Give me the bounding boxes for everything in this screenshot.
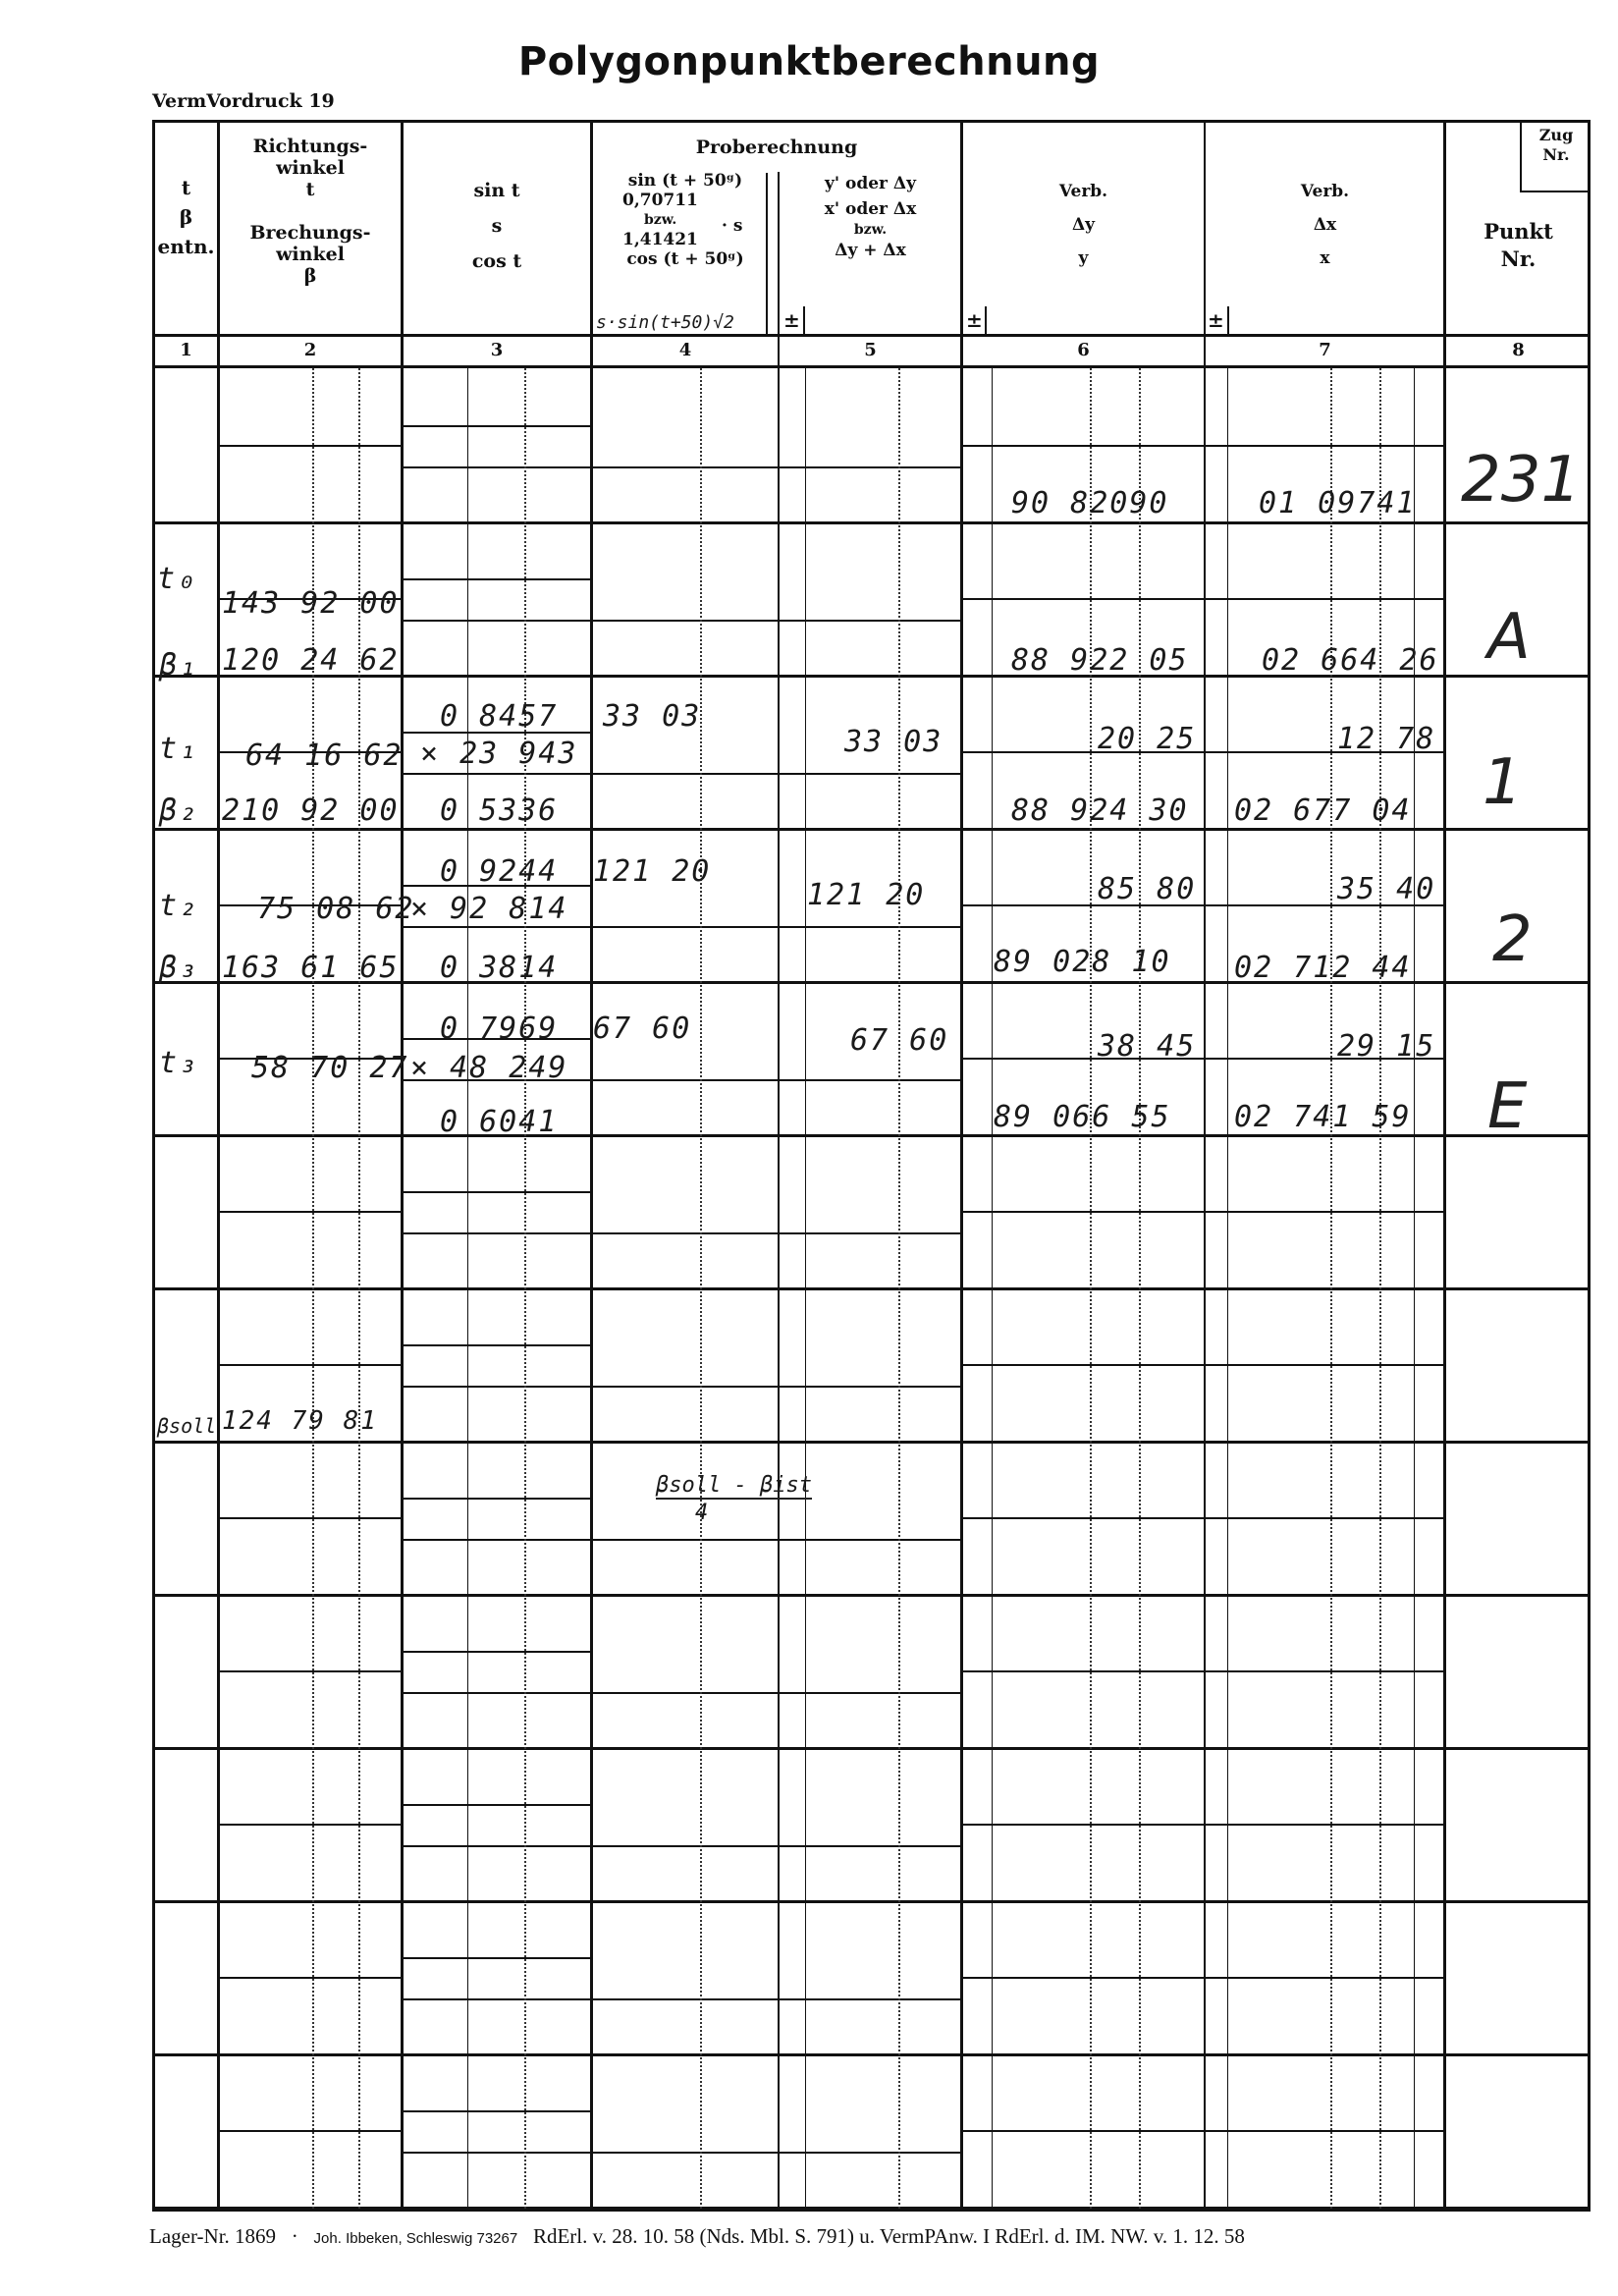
plus-minus-mark: ± [966,308,983,332]
cell-rule [960,598,1204,600]
col2-header-line: Richtungs- [252,136,368,157]
cell-rule [1204,1517,1443,1519]
row3-probe: 121 20 [593,854,712,889]
cell-rule [401,578,590,580]
cell-rule [401,466,590,468]
cell-rule [217,2130,401,2132]
cell-rule [590,2152,778,2154]
row3-beta-label: β₃ [159,951,199,985]
cell-rule [960,1211,1204,1213]
col7-header-line: Δx [1313,215,1337,235]
row-separator [152,1134,1591,1137]
col-number: 7 [1319,340,1331,360]
pm-tick [985,306,987,334]
plus-minus-mark: ± [783,308,800,332]
row2-beta-label: β₂ [159,793,199,828]
col5-header-line: Δy + Δx [835,241,906,260]
row2-verb-dx: 12 78 [1337,722,1436,756]
beta-soll-label: βsoll [157,1414,217,1438]
col2-header [220,136,401,287]
cell-rule [401,1232,590,1234]
header-rule [152,365,1591,368]
col5-header-line: y' oder Δy [825,174,916,193]
point-a: A [1487,601,1531,674]
col6-header-line: Δy [1071,215,1096,235]
col-number: 6 [1077,340,1090,360]
point-2: 2 [1492,903,1533,976]
row4-dy: 67 60 [850,1023,949,1058]
point-231: 231 [1461,444,1582,517]
cell-rule [217,1517,401,1519]
col1-header-t: t [181,176,191,199]
col-number: 3 [490,340,504,360]
probe-title: Proberechnung [695,137,858,158]
row4-sin: 0 7969 [440,1011,559,1046]
col3-header-cos: cos t [471,250,522,272]
col-number: 2 [303,340,317,360]
row2-t-label: t₁ [159,732,199,766]
cell-rule [1204,1670,1443,1672]
col4-header-line: cos (t + 50ᵍ) [626,249,744,269]
cell-rule [960,2130,1204,2132]
col4-header-line: 1,41421 [622,230,698,249]
row1-t-value: 143 92 00 [222,586,400,621]
cell-rule [217,1211,401,1213]
row1-t-label: t₀ [157,562,197,596]
decimal-guide [700,368,702,2209]
cell-rule [590,466,778,468]
cell-rule [217,1364,401,1366]
row2-verb-dy: 20 25 [1098,722,1197,756]
row-separator [152,521,1591,524]
col4-factor: · s [722,216,743,236]
cell-rule [217,1977,401,1979]
row3-s: × 92 814 [410,892,568,926]
col6-header-line: y [1078,248,1089,268]
cell-rule [590,620,778,622]
cell-rule [1204,1211,1443,1213]
col-number: 1 [180,340,192,360]
col-number: 5 [864,340,877,360]
footer-lager: Lager-Nr. 1869 [149,2224,277,2248]
col3-header [404,173,590,279]
col4-header-line: sin (t + 50ᵍ) [627,171,743,191]
row2-s-value: 23 943 [459,737,578,771]
formula-denominator: 4 [695,1501,709,1525]
decimal-guide [898,368,900,2209]
cell-rule [590,1539,778,1541]
cell-rule [401,1957,590,1959]
row4-y: 89 066 55 [994,1100,1171,1134]
col7-header-line: Verb. [1300,182,1350,201]
col-divider [778,172,780,2212]
col-number: 4 [678,340,692,360]
col8-header-line: Punkt [1483,219,1553,244]
col6-header [963,175,1204,275]
cell-rule [401,2152,590,2154]
point-1: 1 [1483,746,1523,819]
col2-header-line: t [305,179,315,200]
col8-header-line: Nr. [1500,246,1537,271]
cell-rule [1204,2130,1443,2132]
col1-header-entn: entn. [157,235,215,258]
col7-header-line: x [1320,248,1330,268]
cell-rule [401,1498,590,1500]
row2-dy: 33 03 [844,725,944,759]
row3-t-label: t₂ [159,889,199,923]
row-separator [152,2053,1591,2056]
probe-subdivider [766,173,768,334]
row1-y: 88 922 05 [1011,643,1189,678]
zug-label: Zug [1538,126,1574,144]
row3-t-value: 75 08 62 [257,892,415,926]
row2-beta-value: 210 92 00 [222,793,400,828]
form-title: Polygonpunktberechnung [517,39,1101,84]
cell-rule [401,2110,590,2112]
col-divider [590,120,593,2212]
row-separator [152,828,1591,831]
row-separator [152,1900,1591,1903]
form-number: VermVordruck 19 [152,90,335,112]
cell-rule [590,926,778,928]
cell-rule [401,1651,590,1653]
zug-number-box [1520,122,1591,192]
zug-nr-label: Nr. [1542,145,1570,164]
row4-probe: 67 60 [593,1011,692,1046]
row2-t-value: 64 16 62 [245,738,404,773]
cell-rule [401,1845,590,1847]
cell-rule [1204,1364,1443,1366]
cell-rule [401,1804,590,1806]
row4-s: × 48 249 [410,1051,568,1085]
cell-rule [1204,598,1443,600]
cell-rule [1204,1824,1443,1826]
row3-x: 02 712 44 [1234,951,1412,985]
col-divider [1443,120,1446,2212]
cell-rule [590,1998,778,2000]
row4-verb-dx: 29 15 [1337,1029,1436,1064]
col1-header-beta: β [179,205,193,229]
cell-rule [401,1998,590,2000]
row3-dy: 121 20 [807,878,926,912]
col-divider [1204,120,1206,2212]
row2-probe: 33 03 [603,699,702,734]
row3-y: 89 028 10 [994,945,1171,979]
row-separator [152,2207,1591,2210]
cell-rule [590,1079,778,1081]
cell-rule [590,1232,778,1234]
pm-tick [1227,306,1229,334]
cell-rule [217,445,401,447]
cell-rule [590,773,778,775]
col-number: 8 [1512,340,1525,360]
col-divider [217,120,220,2212]
row-separator [152,1441,1591,1444]
cell-rule [960,445,1204,447]
row4-s-value: 48 249 [450,1051,568,1085]
decimal-guide [524,368,526,2209]
row3-sin: 0 9244 [440,854,559,889]
row4-t-label: t₃ [159,1046,199,1080]
row0-x: 01 09741 [1259,486,1417,520]
row2-sin: 0 8457 [440,699,559,734]
cell-rule [401,1692,590,1694]
col4-header [593,171,778,269]
cell-rule [960,1364,1204,1366]
sub-divider [992,368,993,2209]
plus-minus-mark: ± [1208,308,1224,332]
col7-header [1207,175,1443,275]
row3-beta-value: 163 61 65 [222,951,400,985]
row4-verb-dy: 38 45 [1098,1029,1197,1064]
row3-verb-dy: 85 80 [1098,872,1197,906]
row2-x: 02 677 04 [1234,793,1412,828]
cell-rule [590,1692,778,1694]
pm-tick [803,306,805,334]
col8-header [1446,218,1591,273]
col2-header-line: winkel [276,244,345,265]
cell-rule [1204,445,1443,447]
col3-header-sin: sin t [473,180,520,201]
col5-header-line: x' oder Δx [824,199,917,219]
col2-header-line: β [303,265,317,287]
row2-s: × 23 943 [420,737,578,771]
cell-rule [401,1539,590,1541]
col5-header-line: bzw. [853,222,888,238]
footer-reference: RdErl. v. 28. 10. 58 (Nds. Mbl. S. 791) u. VermPAnw. I RdErl. d. IM. NW. v. 1. 12. 58 [532,2224,1245,2248]
col5-header [781,171,960,263]
cell-rule [1204,1977,1443,1979]
beta-soll-value: 124 79 81 [222,1406,378,1436]
cell-rule [960,1517,1204,1519]
col4-header-line: 0,70711 [622,191,698,210]
col3-header-s: s [491,215,503,237]
row3-s-value: 92 814 [450,892,568,926]
row-separator [152,1287,1591,1290]
row2-y: 88 924 30 [1011,793,1189,828]
row4-cos: 0 6041 [440,1105,559,1139]
row2-cos: 0 5336 [440,793,559,828]
row1-x: 02 664 26 [1262,643,1439,678]
cell-rule [401,926,590,928]
col2-header-line: winkel [276,157,345,179]
cell-rule [960,1824,1204,1826]
cell-rule [590,1845,778,1847]
formula-numerator: βsoll - βist [656,1473,812,1498]
col1-header [155,173,217,261]
col2-header-line: Brechungs- [249,222,371,244]
row1-beta-label: β₁ [159,648,199,683]
col4-handwritten-note: s·sin(t+50)√2 [596,312,734,333]
form-frame [152,120,1591,2212]
cell-rule [401,1386,590,1388]
footer: Lager-Nr. 1869 · Joh. Ibbeken, Schleswig 73267 RdErl. v. 28. 10. 58 (Nds. Mbl. S. 791) u. VermPAnw. I RdErl. d. IM. NW. v. 1. 12. 58 [149,2224,1245,2248]
cell-rule [401,773,590,775]
cell-rule [590,1386,778,1388]
header-rule [152,334,1591,337]
col4-header-line: bzw. [644,212,677,228]
sub-divider [467,368,468,2209]
cell-rule [401,1344,590,1346]
cell-rule [401,425,590,427]
cell-rule [960,1977,1204,1979]
row4-t-value: 58 70 27 [251,1051,409,1085]
cell-rule [217,1670,401,1672]
row3-cos: 0 3814 [440,951,559,985]
cell-rule [217,1824,401,1826]
row3-verb-dx: 35 40 [1337,872,1436,906]
row-separator [152,1747,1591,1750]
col6-header-line: Verb. [1058,182,1108,201]
col-divider [401,120,404,2212]
cell-rule [401,1191,590,1193]
cell-rule [401,620,590,622]
row0-y: 90 82090 [1011,486,1169,520]
sub-divider [805,368,806,2209]
row1-beta-value: 120 24 62 [222,643,400,678]
sub-divider [1227,368,1228,2209]
footer-printer: Joh. Ibbeken, Schleswig 73267 [313,2230,518,2247]
row-separator [152,1594,1591,1597]
point-e: E [1487,1070,1528,1143]
col-divider [960,120,963,2212]
cell-rule [960,1670,1204,1672]
row4-x: 02 741 59 [1234,1100,1412,1134]
